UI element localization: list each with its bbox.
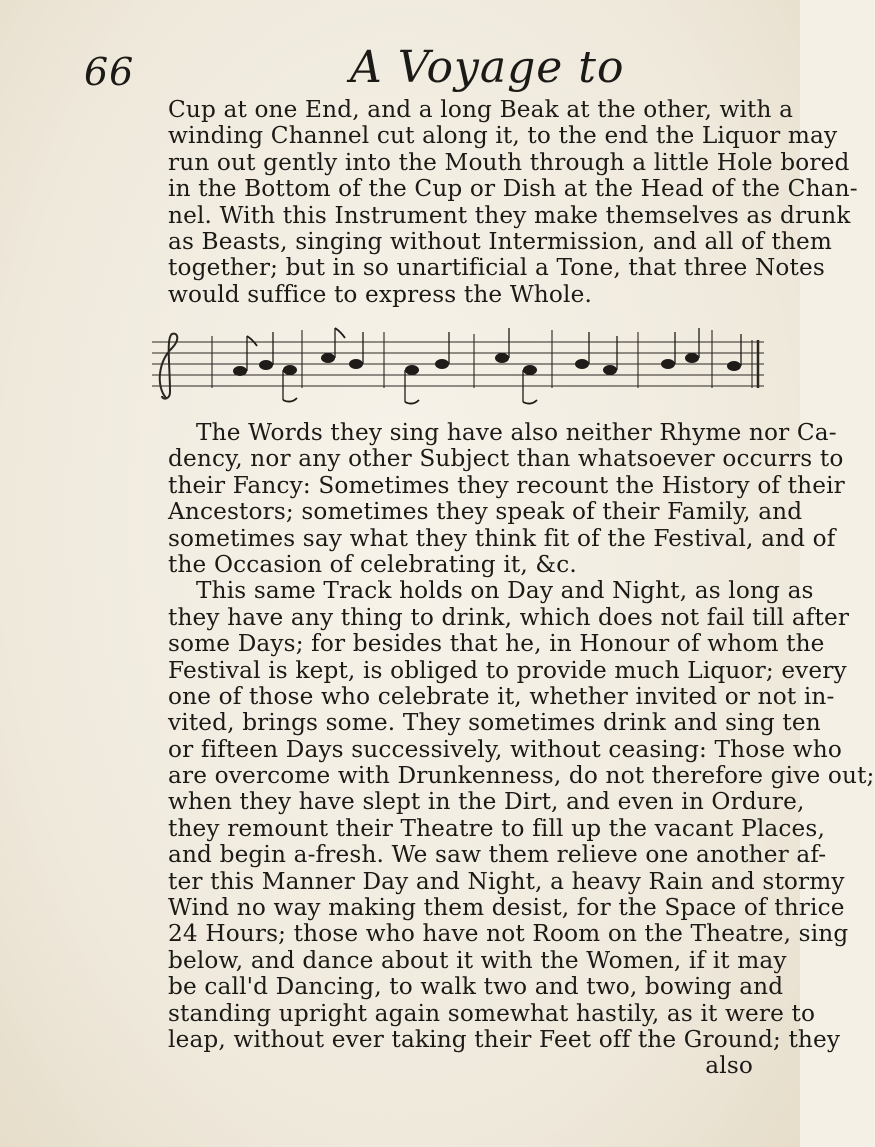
text-line: be call'd Dancing, to walk two and two, bowing and (168, 973, 784, 1001)
text-line: they remount their Theatre to fill up the vacant Places, (168, 814, 825, 842)
text-line: dency, nor any other Subject than whatsoever occurrs to (168, 445, 844, 473)
text-line: vited, brings some. They sometimes drink and sing ten (168, 709, 821, 737)
text-line: This same Track holds on Day and Night, as long as (196, 577, 814, 605)
text-line: would suffice to express the Whole. (168, 280, 592, 308)
text-line: together; but in so unartificial a Tone, that three Notes (168, 254, 825, 282)
text-line: The Words they sing have also neither Rhyme nor Ca- (196, 419, 837, 446)
text-line: Festival is kept, is obliged to provide much Liquor; every (168, 656, 847, 684)
text-line: Cup at one End, and a long Beak at the other, with a (168, 96, 794, 123)
text-line: as Beasts, singing without Intermission, and all of them (168, 227, 833, 255)
text-line: in the Bottom of the Cup or Dish at the Head of the Chan- (168, 175, 858, 203)
text-line: when they have slept in the Dirt, and even in Ordure, (168, 788, 805, 816)
text-line: run out gently into the Mouth through a little Hole bored (168, 148, 850, 176)
paragraph-1 (168, 96, 858, 308)
text-line: are overcome with Drunkenness, do not therefore give out; (168, 762, 875, 790)
text-line: their Fancy: Sometimes they recount the History of their (168, 471, 845, 499)
catchword: also (705, 1052, 753, 1080)
text-line: the Occasion of celebrating it, &c. (168, 550, 577, 578)
page-number: 66 (84, 50, 135, 94)
text-line: and begin a-fresh. We saw them relieve one another af- (168, 841, 827, 869)
text-line: some Days; for besides that he, in Honour of whom the (168, 630, 825, 658)
text-line: Ancestors; sometimes they speak of their Family, and (168, 498, 803, 526)
text-line: leap, without ever taking their Feet off the Ground; they (168, 1025, 841, 1053)
text-line: below, and dance about it with the Women, if it may (168, 946, 787, 974)
music-notation-icon (152, 326, 764, 410)
text-line: one of those who celebrate it, whether invited or not in- (168, 682, 835, 710)
text-line: ter this Manner Day and Night, a heavy Rain and stormy (168, 867, 845, 895)
text-line: nel. With this Instrument they make themselves as drunk (168, 201, 851, 229)
text-line: 24 Hours; those who have not Room on the Theatre, sing (168, 920, 849, 948)
running-title: A Voyage to (350, 42, 625, 93)
text-line: sometimes say what they think fit of the Festival, and of (168, 524, 836, 552)
paragraphs-2-3 (168, 419, 875, 1080)
text-line: they have any thing to drink, which does not fail till after (168, 603, 850, 631)
text-line: winding Channel cut along it, to the end the Liquor may (168, 122, 838, 150)
text-line: standing upright again somewhat hastily, as it were to (168, 999, 816, 1027)
text-line: Wind no way making them desist, for the Space of thrice (168, 894, 845, 922)
text-line: or fifteen Days successively, without ceasing: Those who (168, 735, 842, 763)
